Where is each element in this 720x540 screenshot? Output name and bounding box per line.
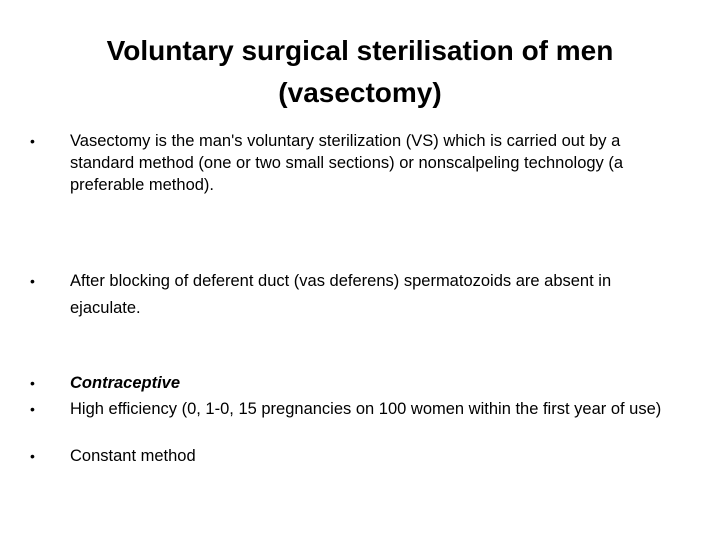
bullet-text: Constant method xyxy=(70,447,196,465)
bullet-text: Vasectomy is the man's voluntary sterilization (VS) which is carried out by a standard method (one or two small sections) or nonscalpeling technology (a preferable method). xyxy=(70,132,624,194)
bullet-text: Contraceptive xyxy=(70,374,181,392)
title-line-1: Voluntary surgical sterilisation of men xyxy=(106,35,614,66)
bullet-icon: • xyxy=(30,375,35,391)
bullet-icon: • xyxy=(30,448,35,464)
bullet-icon: • xyxy=(30,273,35,289)
bullet-icon: • xyxy=(30,133,35,149)
title-line-2: (vasectomy) xyxy=(278,77,442,108)
bullet-text: After blocking of deferent duct (vas deferens) spermatozoids are absent in ejaculate. xyxy=(70,272,612,317)
bullet-text: High efficiency (0, 1-0, 15 pregnancies on 100 women within the first year of use) xyxy=(70,400,662,418)
bullet-icon: • xyxy=(30,401,35,417)
slide-title xyxy=(40,30,680,114)
